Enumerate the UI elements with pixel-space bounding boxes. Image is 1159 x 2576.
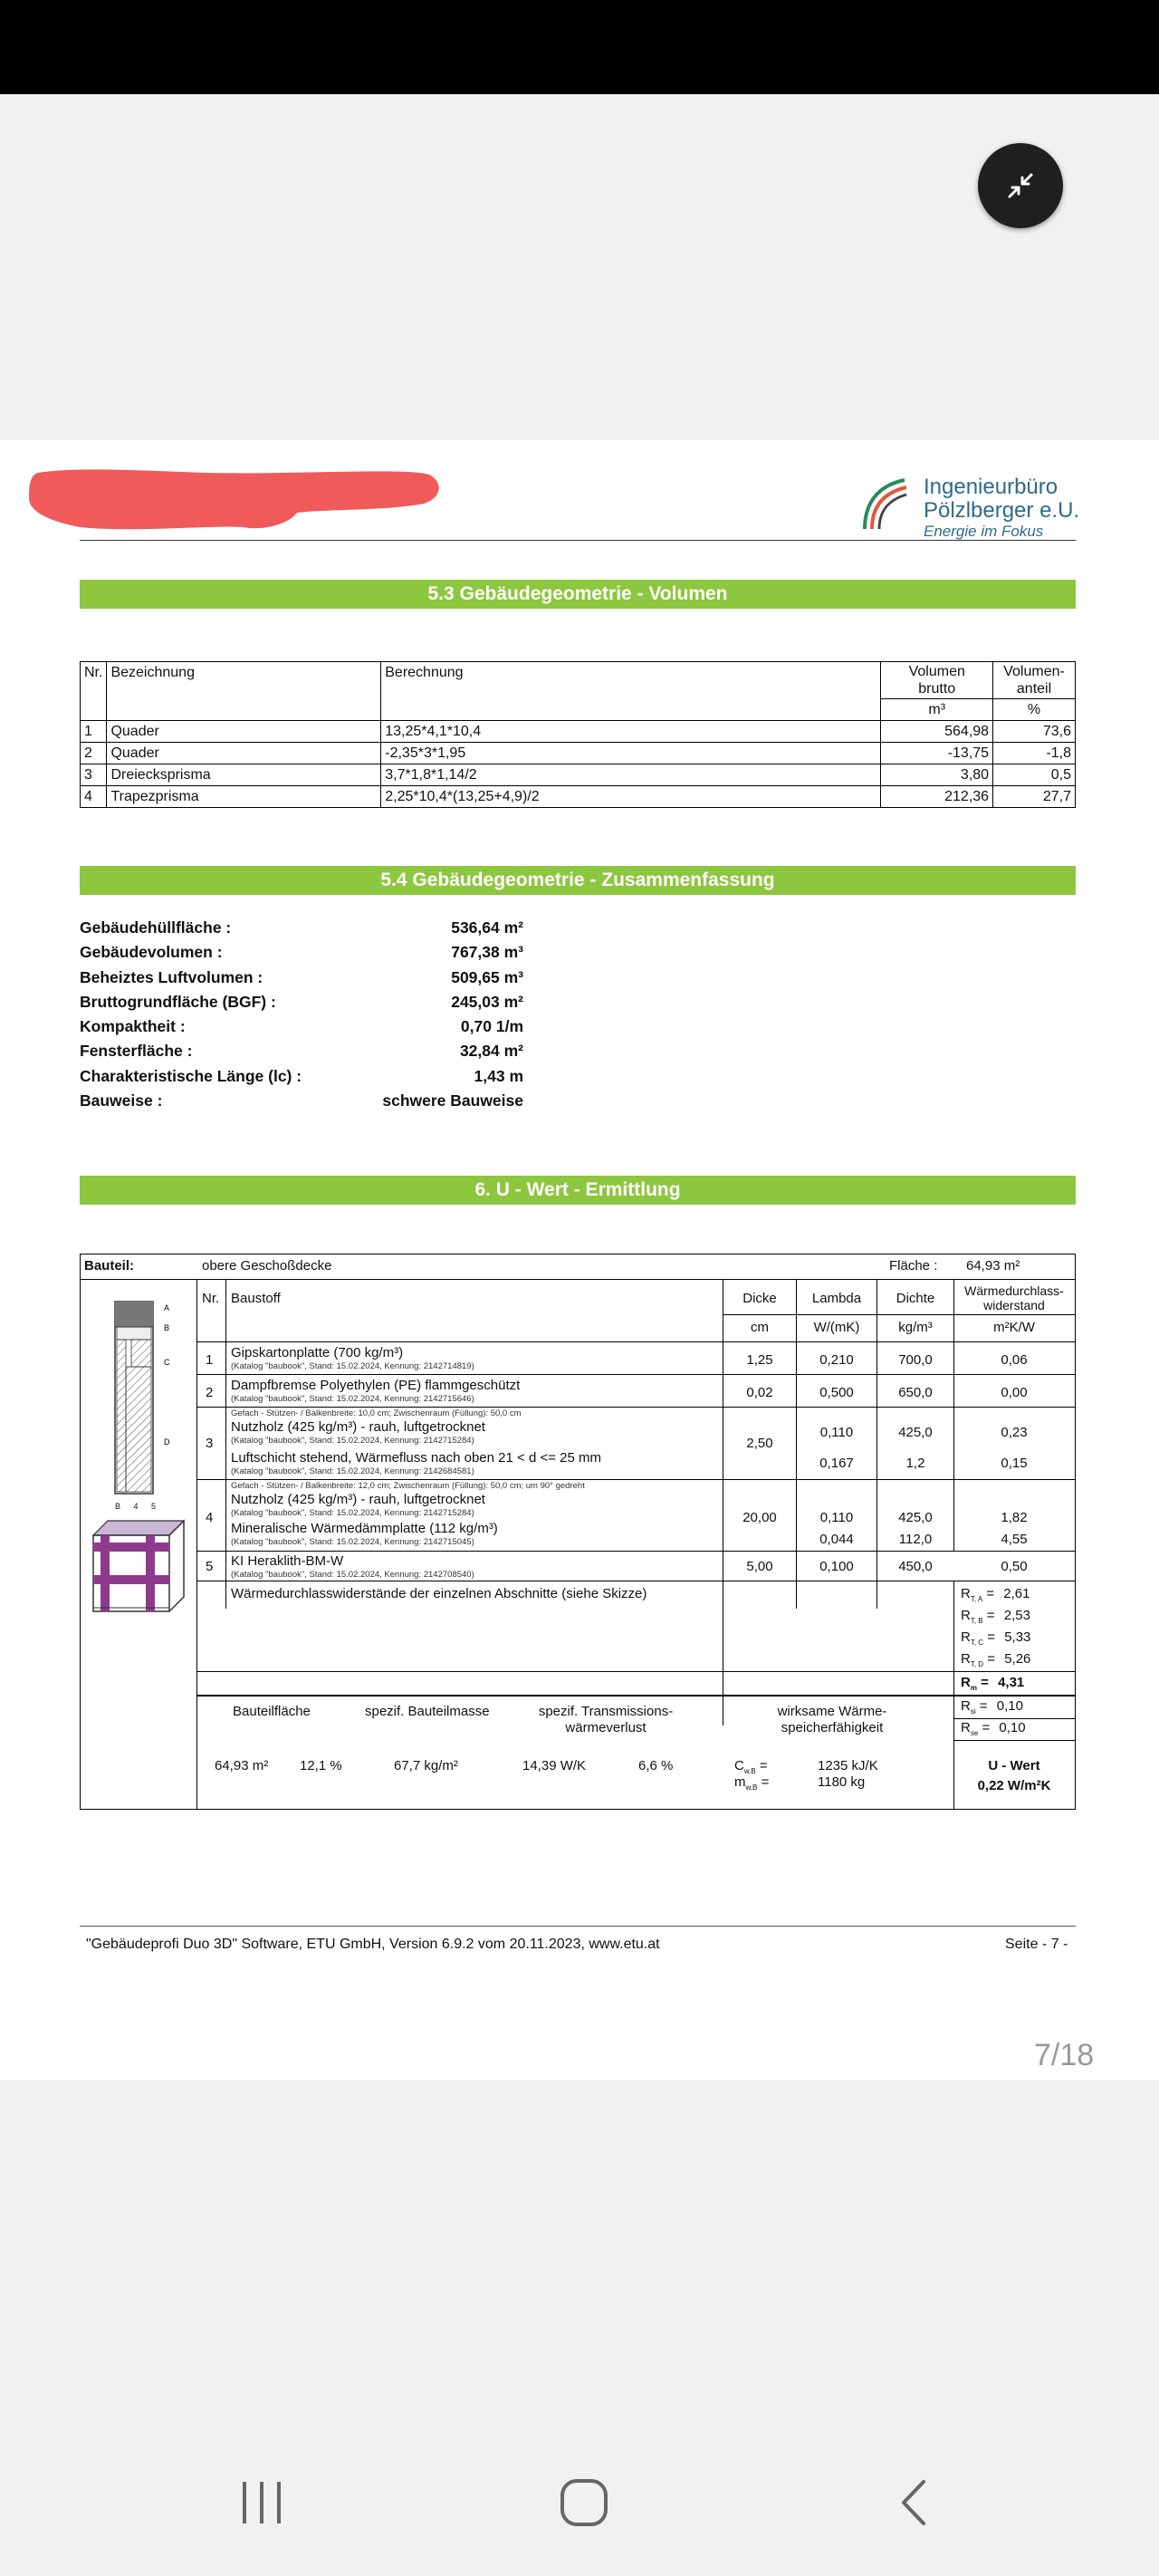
sketch-letter-b: B (164, 1323, 170, 1332)
stat-flaeche-header: Bauteilfläche (233, 1704, 311, 1719)
page-indicator: 7/18 (1034, 2038, 1095, 2072)
unit-lambda: W/(mK) (813, 1320, 860, 1335)
footer-page: Seite - 7 - (1005, 1937, 1068, 1952)
volume-table (80, 661, 1076, 808)
flaeche-label: Fläche : (889, 1258, 938, 1274)
volume-header-row (81, 662, 1076, 699)
table-row: 1 Quader 13,25*4,1*10,4 564,98 73,6 (81, 721, 1076, 743)
col-dicke: Dicke (742, 1291, 777, 1306)
table-row: 3 Dreiecksprisma 3,7*1,8*1,14/2 3,80 0,5 (81, 764, 1076, 786)
sketch-letter-d: D (164, 1437, 170, 1447)
unit-wdw: m²K/W (993, 1320, 1035, 1335)
logo-swoosh-icon (856, 473, 908, 531)
bauteil-value: obere Geschoßdecke (202, 1258, 332, 1274)
flaeche-value: 64,93 m² (966, 1258, 1020, 1274)
uwert-box: Bauteil: obere Geschoßdecke Fläche : 64,93 m² A B C D B 4 5 Nr. Baustoff Dicke Lambda Dichte Wärmedurchlass- widerstand cm W/(mK) kg/m³ m²K/W 1 Gipskartonplatte (700 kg/m³) (Katalog "baubook", Stand: 15.02.2024, Kennung: 2142714819) 1,25 0,210 700,0 0,06 2 Dampfbremse Polyethylen (PE) flammgeschützt (Katalog "baubook", Stand: 15.02.2024, Kennung: 2142715646) 0,02 0,500 650,0 0,00 Gefach - Stützen- / Balkenbreite: 10,0 cm; Zwischenraum (Füllung): 50,0 cm 3 Nutzholz (425 kg/m³) - rauh, luftgetrocknet (Katalog "baubook", Stand: 15.02.2024, Kennung: 2142715284) 2,50 0,110 425,0 0,23 Luftschicht stehend, Wärmefluss nach oben 21 < d <= 25 mm (Katalog "baubook", Stand: 15.02.2024, Kennung: 2142684581) 0,167 1,2 0,15 Gefach - Stützen- / Balkenbreite: 12,0 cm; Zwischenraum (Füllung): 50,0 cm; um 90° gedreht 4 Nutzholz (425 kg/m³) - rauh, luftgetrocknet (Katalog "baubook", Stand: 15.02.2024, Kennung: 2142715284) 20,00 0,110 425,0 1,82 Mineralische Wärmedämmplatte (112 kg/m³) (Katalog "baubook", Stand: 15.02.2024, Kennung: 2142715045) 0,044 112,0 4,55 5 KI Heraklith-BM-W (Katalog "baubook", Stand: 15.02.2024, Kennung: 2142708540) 5,00 0,100 450,0 0,50 Wärmedurchlasswiderstände der einzelnen Abschnitte (siehe Skizze) $R_{T, A} = 2,61$ $R_{T, B} = 2,53$ $R_{T, C} = 5,33$ $R_{T, D} = 5,26$ $R_m = 4,31$ $R_{si} = 0,10$ $R_{se} = 0,10$ Bauteilfläche spezif. Bauteilmasse spezif. Transmissions- wärmeverlust wirksame Wärme- speicherfähigkeit 64,93 m² 12,1 % 67,7 kg/m² 14,39 W/K 6,6 % $C_{w,B}$ = 1235 kJ/K $m_{w,B}$ = 1180 kg U - Wert 0,22 W/m²K (80, 1254, 1076, 1810)
col-nr: Nr. (81, 662, 107, 699)
logo-tagline: Energie im Fokus (924, 523, 1044, 540)
stat-m-value: 1180 kg (818, 1774, 866, 1790)
layer-nr: 2 (206, 1385, 214, 1400)
layer-name: Nutzholz (425 kg/m³) - rauh, luftgetrocknet (231, 1419, 485, 1435)
exit-fullscreen-button[interactable] (978, 143, 1063, 228)
col-name: Bezeichnung (107, 662, 381, 699)
section-title-volume: 5.3 Gebäudegeometrie - Volumen (80, 580, 1076, 609)
r-si: $R_{si} = 0,10$ (961, 1698, 1023, 1716)
layer-catalog: (Katalog "baubook", Stand: 15.02.2024, Kennung: 2142715284) (231, 1436, 474, 1446)
layer-note: Gefach - Stützen- / Balkenbreite: 10,0 cm; Zwischenraum (Füllung): 50,0 cm (231, 1408, 522, 1418)
col-vol: Volumen brutto (881, 662, 993, 699)
layer-catalog: (Katalog "baubook", Stand: 15.02.2024, Kennung: 2142715646) (231, 1394, 474, 1404)
layer-catalog: (Katalog "baubook", Stand: 15.02.2024, Kennung: 2142708540) (231, 1570, 474, 1580)
stat-masse: 67,7 kg/m² (394, 1758, 458, 1773)
unit-dichte: kg/m³ (898, 1320, 933, 1335)
company-logo (856, 473, 1082, 540)
footer-software: "Gebäudeprofi Duo 3D" Software, ETU GmbH, Version 6.9.2 vom 20.11.2023, www.etu.at (86, 1937, 660, 1952)
col-nr: Nr. (202, 1291, 220, 1306)
u-wert-value: 0,22 W/m²K (977, 1778, 1051, 1793)
layer-nr: 3 (206, 1436, 214, 1451)
sketch-letter-c: C (164, 1358, 170, 1367)
unit-vol: m³ (881, 699, 993, 721)
back-button[interactable] (891, 2478, 940, 2527)
recents-button[interactable] (237, 2478, 286, 2527)
layer-nr: 5 (206, 1559, 214, 1574)
layer-name: Nutzholz (425 kg/m³) - rauh, luftgetrocknet (231, 1492, 485, 1507)
table-row: 4 Trapezprisma 2,25*10,4*(13,25+4,9)/2 212,36 27,7 (81, 786, 1076, 808)
bauteil-label: Bauteil: (84, 1258, 135, 1274)
r-value-c: $R_{T, C} = 5,33$ (961, 1629, 1031, 1647)
section-title-uwert: 6. U - Wert - Ermittlung (80, 1176, 1076, 1205)
layer-nr: 1 (206, 1352, 214, 1368)
layer-catalog-2: (Katalog "baubook", Stand: 15.02.2024, Kennung: 2142715045) (231, 1537, 474, 1547)
layer-sketch (88, 1300, 187, 1499)
unit-dicke: cm (751, 1320, 769, 1335)
col-calc: Berechnung (381, 662, 881, 699)
col-baustoff: Baustoff (231, 1291, 281, 1306)
r-value-b: $R_{T, B} = 2,53$ (961, 1608, 1030, 1625)
layer-note: Gefach - Stützen- / Balkenbreite: 12,0 cm; Zwischenraum (Füllung): 50,0 cm; um 90° gedreht (231, 1481, 585, 1491)
sketch-bottom-labels: B 4 5 (115, 1502, 162, 1511)
layer-catalog: (Katalog "baubook", Stand: 15.02.2024, Kennung: 2142715284) (231, 1508, 474, 1518)
sketch-letter-a: A (164, 1303, 170, 1312)
stat-masse-header: spezif. Bauteilmasse (365, 1704, 490, 1719)
r-mean: $R_m = 4,31$ (961, 1675, 1025, 1692)
stat-trans-pct: 6,6 % (638, 1758, 674, 1773)
layer-name: KI Heraklith-BM-W (231, 1553, 344, 1569)
logo-line-2: Pölzlberger e.U. (924, 498, 1080, 523)
layer-name: Gipskartonplatte (700 kg/m³) (231, 1345, 404, 1360)
layer-catalog: (Katalog "baubook", Stand: 15.02.2024, Kennung: 2142714819) (231, 1361, 474, 1371)
3d-sketch (90, 1517, 187, 1617)
document-page[interactable]: Ingenieurbüro Pölzlberger e.U. Energie im Fokus 5.3 Gebäudegeometrie - Volumen Nr. Bezeichnung Berechnung Volumen brutto Volumen- anteil m³ % 1 Quader 13,25*4,1*10,4 564,98 73,6 2 Quader -2,35*3*1,95 -13,75 -1,8 3 Dreiecksprisma 3,7*1,8*1,14/2 3,80 0,5 4 Trapezprisma 2,25*10,4*(13,25+4,9)/2 212,36 27,7 5.4 Gebäudegeometrie - Zusammenfassung Gebäudehüllfläche : 536,64 m² Gebäudevolumen : 767,38 m³ Beheiztes Luftvolumen : 509,65 m³ Bruttogrundfläche (BGF) : 245,03 m² Kompaktheit : 0,70 1/m Fensterfläche : 32,84 m² Charakteristische Länge (lc) : 1,43 m Bauweise : schwere Bauweise 6. U - Wert - Ermittlung Bauteil: obere Geschoßdecke Fläche : 64,93 m² A B C D B 4 5 Nr. Baustoff Dicke Lambda Dichte Wärmedurchlass- widerstand cm W/(mK) kg/m³ m²K/W 1 Gipskartonplatte (700 kg/m³) (Katalog "baubook", Stand: 15.02.2024, Kennung: 2142714819) 1,25 0,210 700,0 0,06 2 Dampfbremse Polyethylen (PE) flammgeschützt (Katalog "baubook", Stand: 15.02.2024, Kennung: 2142715646) 0,02 0,500 650,0 0,00 Gefach - Stützen- / Balkenbreite: 10,0 cm; Zwischenraum (Füllung): 50,0 cm 3 Nutzholz (425 kg/m³) - rauh, luftgetrocknet (Katalog "baubook", Stand: 15.02.2024, Kennung: 2142715284) 2,50 0,110 425,0 0,23 Luftschicht stehend, Wärmefluss nach oben 21 < d <= 25 mm (Katalog "baubook", Stand: 15.02.2024, Kennung: 2142684581) 0,167 1,2 0,15 Gefach - Stützen- / Balkenbreite: 12,0 cm; Zwischenraum (Füllung): 50,0 cm; um 90° gedreht 4 Nutzholz (425 kg/m³) - rauh, luftgetrocknet (Katalog "baubook", Stand: 15.02.2024, Kennung: 2142715284) 20,00 0,110 425,0 1,82 Mineralische Wärmedämmplatte (112 kg/m³) (Katalog "baubook", Stand: 15.02.2024, Kennung: 2142715045) 0,044 112,0 4,55 5 KI Heraklith-BM-W (Katalog "baubook", Stand: 15.02.2024, Kennung: 2142708540) 5,00 0,100 450,0 0,50 Wärmedurchlasswiderstände der einzelnen Abschnitte (siehe Skizze) $R_{T, A} = 2,61$ $R_{T, B} = 2,53$ $R_{T, C} = 5,33$ $R_{T, D} = 5,26$ $R_m = 4,31$ $R_{si} = 0,10$ $R_{se} = 0,10$ Bauteilfläche spezif. Bauteilmasse spezif. Transmissions- wärmeverlust wirksame Wärme- speicherfähigkeit 64,93 m² 12,1 % 67,7 kg/m² 14,39 W/K 6,6 % $C_{w,B}$ = 1235 kJ/K $m_{w,B}$ = 1180 kg U - Wert 0,22 W/m²K "Gebäudeprofi Duo 3D" Software, ETU GmbH, Version 6.9.2 vom 20.11.2023, www.etu.at Seite - 7 - (0, 440, 1159, 2080)
collapse-icon (1002, 168, 1039, 204)
col-lambda: Lambda (811, 1291, 862, 1306)
layer-name-2: Luftschicht stehend, Wärmefluss nach oben 21 < d <= 25 mm (231, 1450, 601, 1466)
stat-c-value: 1235 kJ/K (818, 1758, 878, 1773)
redaction-mark (25, 462, 444, 534)
layer-nr: 4 (206, 1510, 214, 1525)
stat-m-label: $m_{w,B}$ = (734, 1774, 770, 1792)
stat-flaeche-pct: 12,1 % (300, 1758, 342, 1773)
navigation-bar (0, 2437, 1159, 2576)
home-button[interactable] (560, 2478, 608, 2527)
layer-name: Dampfbremse Polyethylen (PE) flammgeschützt (231, 1378, 521, 1393)
status-bar (0, 0, 1159, 94)
col-share: Volumen- anteil (993, 662, 1076, 699)
table-row: 2 Quader -2,35*3*1,95 -13,75 -1,8 (81, 743, 1076, 764)
stat-trans-header: spezif. Transmissions- wärmeverlust (538, 1704, 674, 1735)
header-divider (80, 540, 1076, 541)
volume-unit-row (81, 699, 1076, 721)
footer-divider (80, 1926, 1076, 1927)
stat-trans: 14,39 W/K (522, 1758, 587, 1773)
sections-label: Wärmedurchlasswiderstände der einzelnen Abschnitte (siehe Skizze) (231, 1586, 647, 1601)
col-dichte: Dichte (896, 1291, 935, 1306)
logo-line-1: Ingenieurbüro (924, 475, 1058, 499)
stat-c-label: $C_{w,B}$ = (734, 1758, 768, 1775)
stat-flaeche: 64,93 m² (215, 1758, 269, 1773)
col-wdw: Wärmedurchlass- widerstand (964, 1283, 1064, 1312)
u-wert-label: U - Wert (988, 1758, 1040, 1773)
unit-share: % (993, 699, 1076, 721)
r-value-d: $R_{T, D} = 5,26$ (961, 1651, 1031, 1668)
r-value-a: $R_{T, A} = 2,61$ (961, 1586, 1030, 1603)
stat-speicher-header: wirksame Wärme- speicherfähigkeit (777, 1704, 887, 1735)
r-se: $R_{se} = 0,10$ (961, 1720, 1026, 1737)
section-title-summary: 5.4 Gebäudegeometrie - Zusammenfassung (80, 866, 1076, 895)
layer-catalog-2: (Katalog "baubook", Stand: 15.02.2024, Kennung: 2142684581) (231, 1466, 474, 1476)
layer-name-2: Mineralische Wärmedämmplatte (112 kg/m³) (231, 1521, 498, 1536)
